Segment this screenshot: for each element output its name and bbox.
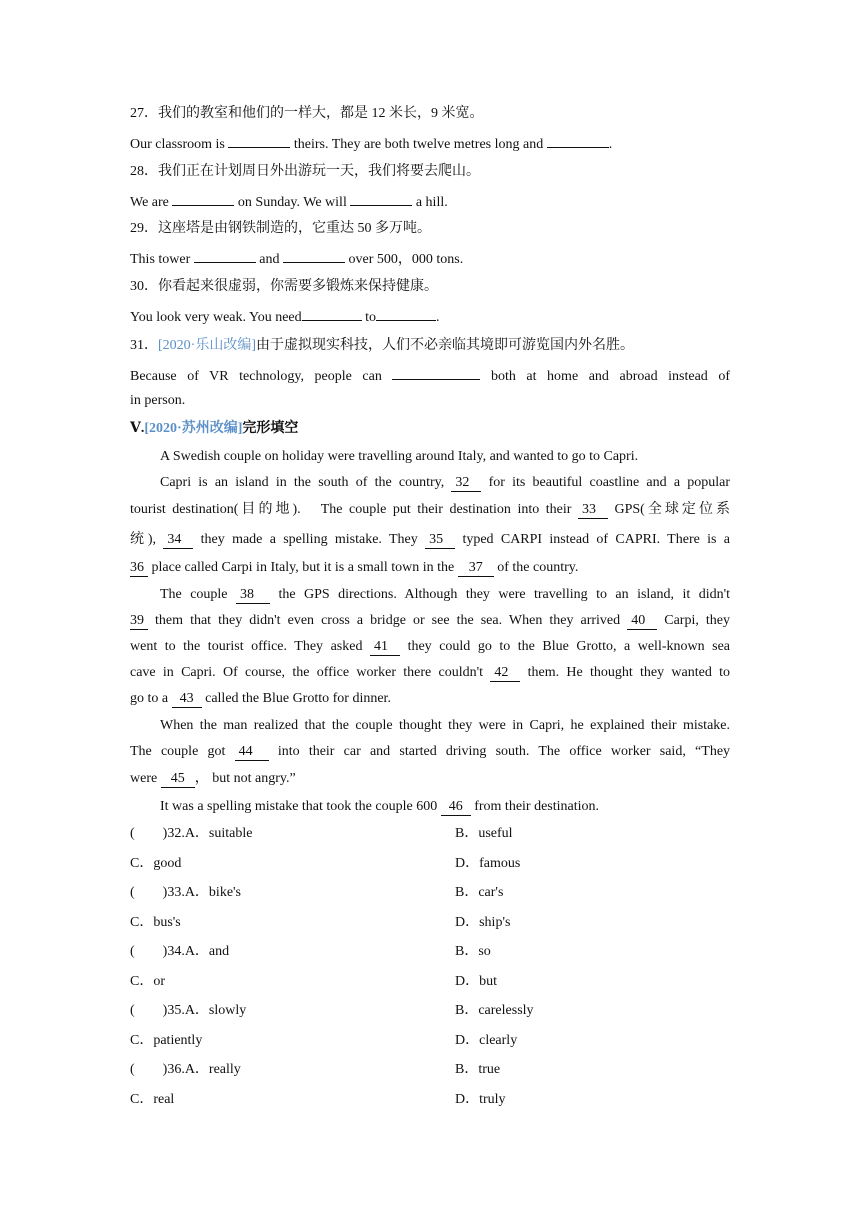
answer-blank[interactable] [350,191,412,206]
question-28-chinese: 28．我们正在计划周日外出游玩一天，我们将要去爬山。 [130,164,480,179]
text: a hill. [415,195,448,210]
text: the GPS directions. Although they were travelling to an island, it didn't [278,587,730,602]
section-heading [130,419,730,439]
text: them. He thought they wanted to [527,665,730,680]
text: for its beautiful coastline and a popular [488,475,730,490]
question-32-option-c[interactable]: C．good [130,856,182,871]
text: The couple got [130,744,226,759]
text: them that they didn't even cross a bridge or see the sea. When they arrived [155,613,621,628]
text: Capri is an island in the south of the country, [160,475,445,490]
passage-line [160,585,730,605]
passage-line [130,611,730,631]
text: called the Blue Grotto for dinner. [205,691,391,706]
text: 由于虚拟现实科技，人们不必亲临其境即可游览国内外名胜。 [256,338,634,353]
answer-blank[interactable] [228,133,290,148]
text: of the country. [497,560,579,575]
question-32-option-d[interactable]: D．famous [455,856,521,871]
passage-line [130,769,730,789]
blank-42[interactable]: 42 [490,665,520,682]
blank-37[interactable]: 37 [458,560,494,577]
text: The couple [160,587,228,602]
passage-line [130,500,730,520]
question-32-option-a[interactable]: ( )32.A．suitable [130,826,253,841]
text: but not angry.” [212,771,296,786]
question-35-option-d[interactable]: D．clearly [455,1033,518,1048]
question-28-english [130,191,730,213]
question-31-english [130,365,730,387]
passage-line [130,689,730,709]
answer-blank[interactable] [194,248,256,263]
passage-line [160,473,730,493]
text: both at home and abroad instead of [490,369,731,384]
question-33-option-c[interactable]: C．bus's [130,915,181,930]
passage-line: When the man realized that the couple thought they were in Capri, he explained their mistake. [160,718,730,733]
answer-blank[interactable] [302,306,362,321]
passage-paragraph-1: A Swedish couple on holiday were travelling around Italy, and wanted to go to Capri. [160,449,639,464]
text: they made a spelling mistake. They [200,532,418,547]
text: typed CARPI instead of CAPRI. There is a [462,532,731,547]
text: to [365,310,377,325]
passage-line [130,742,730,762]
question-35-option-a[interactable]: ( )35.A．slowly [130,1003,247,1018]
text: Carpi, they [664,613,730,628]
answer-blank[interactable] [392,365,480,380]
text: over 500，000 tons. [348,252,464,267]
source-tag: [2020·乐山改编] [158,338,256,353]
text: into their car and started driving south. The office worker said, [277,744,686,759]
blank-36[interactable]: 36 [130,560,148,577]
blank-35[interactable]: 35 [425,532,455,549]
answer-blank[interactable] [376,306,436,321]
question-31-english-cont: in person. [130,393,186,408]
text: GPS(全球定位系 [614,502,730,517]
question-35-option-c[interactable]: C．patiently [130,1033,203,1048]
question-number: 31． [130,338,158,353]
text: on Sunday. We will [237,195,347,210]
blank-41[interactable]: 41 [370,639,400,656]
question-35-option-b[interactable]: B．carelessly [455,1003,534,1018]
text: . [608,137,613,152]
text: Because of VR technology, people can [130,369,382,384]
text: . [436,310,440,325]
question-29-chinese: 29．这座塔是由钢铁制造的，它重达 50 多万吨。 [130,221,431,236]
text: they could go to the Blue Grotto, a well-known sea [407,639,731,654]
text: go to a [130,691,169,706]
text: You look very weak. You need [130,310,302,325]
question-36-option-c[interactable]: C．real [130,1092,175,1107]
section-title: 完形填空 [242,421,299,436]
blank-38[interactable]: 38 [236,587,270,604]
blank-43[interactable]: 43 [172,691,202,708]
passage-line [160,797,730,817]
question-34-option-a[interactable]: ( )34.A．and [130,944,230,959]
passage-line [130,558,730,578]
text: theirs. They are both twelve metres long and [293,137,544,152]
question-27-english [130,133,730,155]
question-33-option-a[interactable]: ( )33.A．bike's [130,885,242,900]
blank-45[interactable]: 45 [161,771,195,788]
passage-line [130,530,730,550]
blank-44[interactable]: 44 [235,744,269,761]
blank-34[interactable]: 34 [163,532,193,549]
text: It was a spelling mistake that took the couple 600 [160,799,438,814]
question-31-chinese [130,336,730,356]
question-34-option-c[interactable]: C．or [130,974,165,989]
passage-line [130,637,730,657]
answer-blank[interactable] [283,248,345,263]
blank-32[interactable]: 32 [451,475,481,492]
text: ， [194,771,209,786]
blank-40[interactable]: 40 [627,613,657,630]
question-36-option-a[interactable]: ( )36.A．really [130,1062,241,1077]
question-34-option-b[interactable]: B．so [455,944,491,959]
text: from their destination. [474,799,600,814]
blank-33[interactable]: 33 [578,502,608,519]
text: tourist destination(目的地). The couple put their destination into their [130,502,572,517]
text: were [130,771,158,786]
question-30-chinese: 30．你看起来很虚弱，你需要多锻炼来保持健康。 [130,279,438,294]
question-30-english [130,306,730,328]
question-29-english [130,248,730,270]
blank-46[interactable]: 46 [441,799,471,816]
question-36-option-b[interactable]: B．true [455,1062,501,1077]
answer-blank[interactable] [547,133,609,148]
question-33-option-d[interactable]: D．ship's [455,915,511,930]
text: cave in Capri. Of course, the office worker there couldn't [130,665,484,680]
text: and [259,252,280,267]
question-32-option-b[interactable]: B．useful [455,826,513,841]
section-number: Ⅴ. [130,421,145,436]
question-36-option-d[interactable]: D．truly [455,1092,506,1107]
text: place called Carpi in Italy, but it is a small town in the [151,560,455,575]
text: We are [130,195,169,210]
passage-line [130,663,730,683]
text: “They [695,744,731,759]
text: went to the tourist office. They asked [130,639,363,654]
text: Our classroom is [130,137,225,152]
question-27-chinese: 27．我们的教室和他们的一样大，都是 12 米长，9 米宽。 [130,106,484,121]
question-34-option-d[interactable]: D．but [455,974,497,989]
answer-blank[interactable] [172,191,234,206]
text: 统), [130,532,156,547]
text: This tower [130,252,191,267]
question-33-option-b[interactable]: B．car's [455,885,504,900]
source-tag: [2020·苏州改编] [144,421,243,436]
blank-39[interactable]: 39 [130,613,148,630]
